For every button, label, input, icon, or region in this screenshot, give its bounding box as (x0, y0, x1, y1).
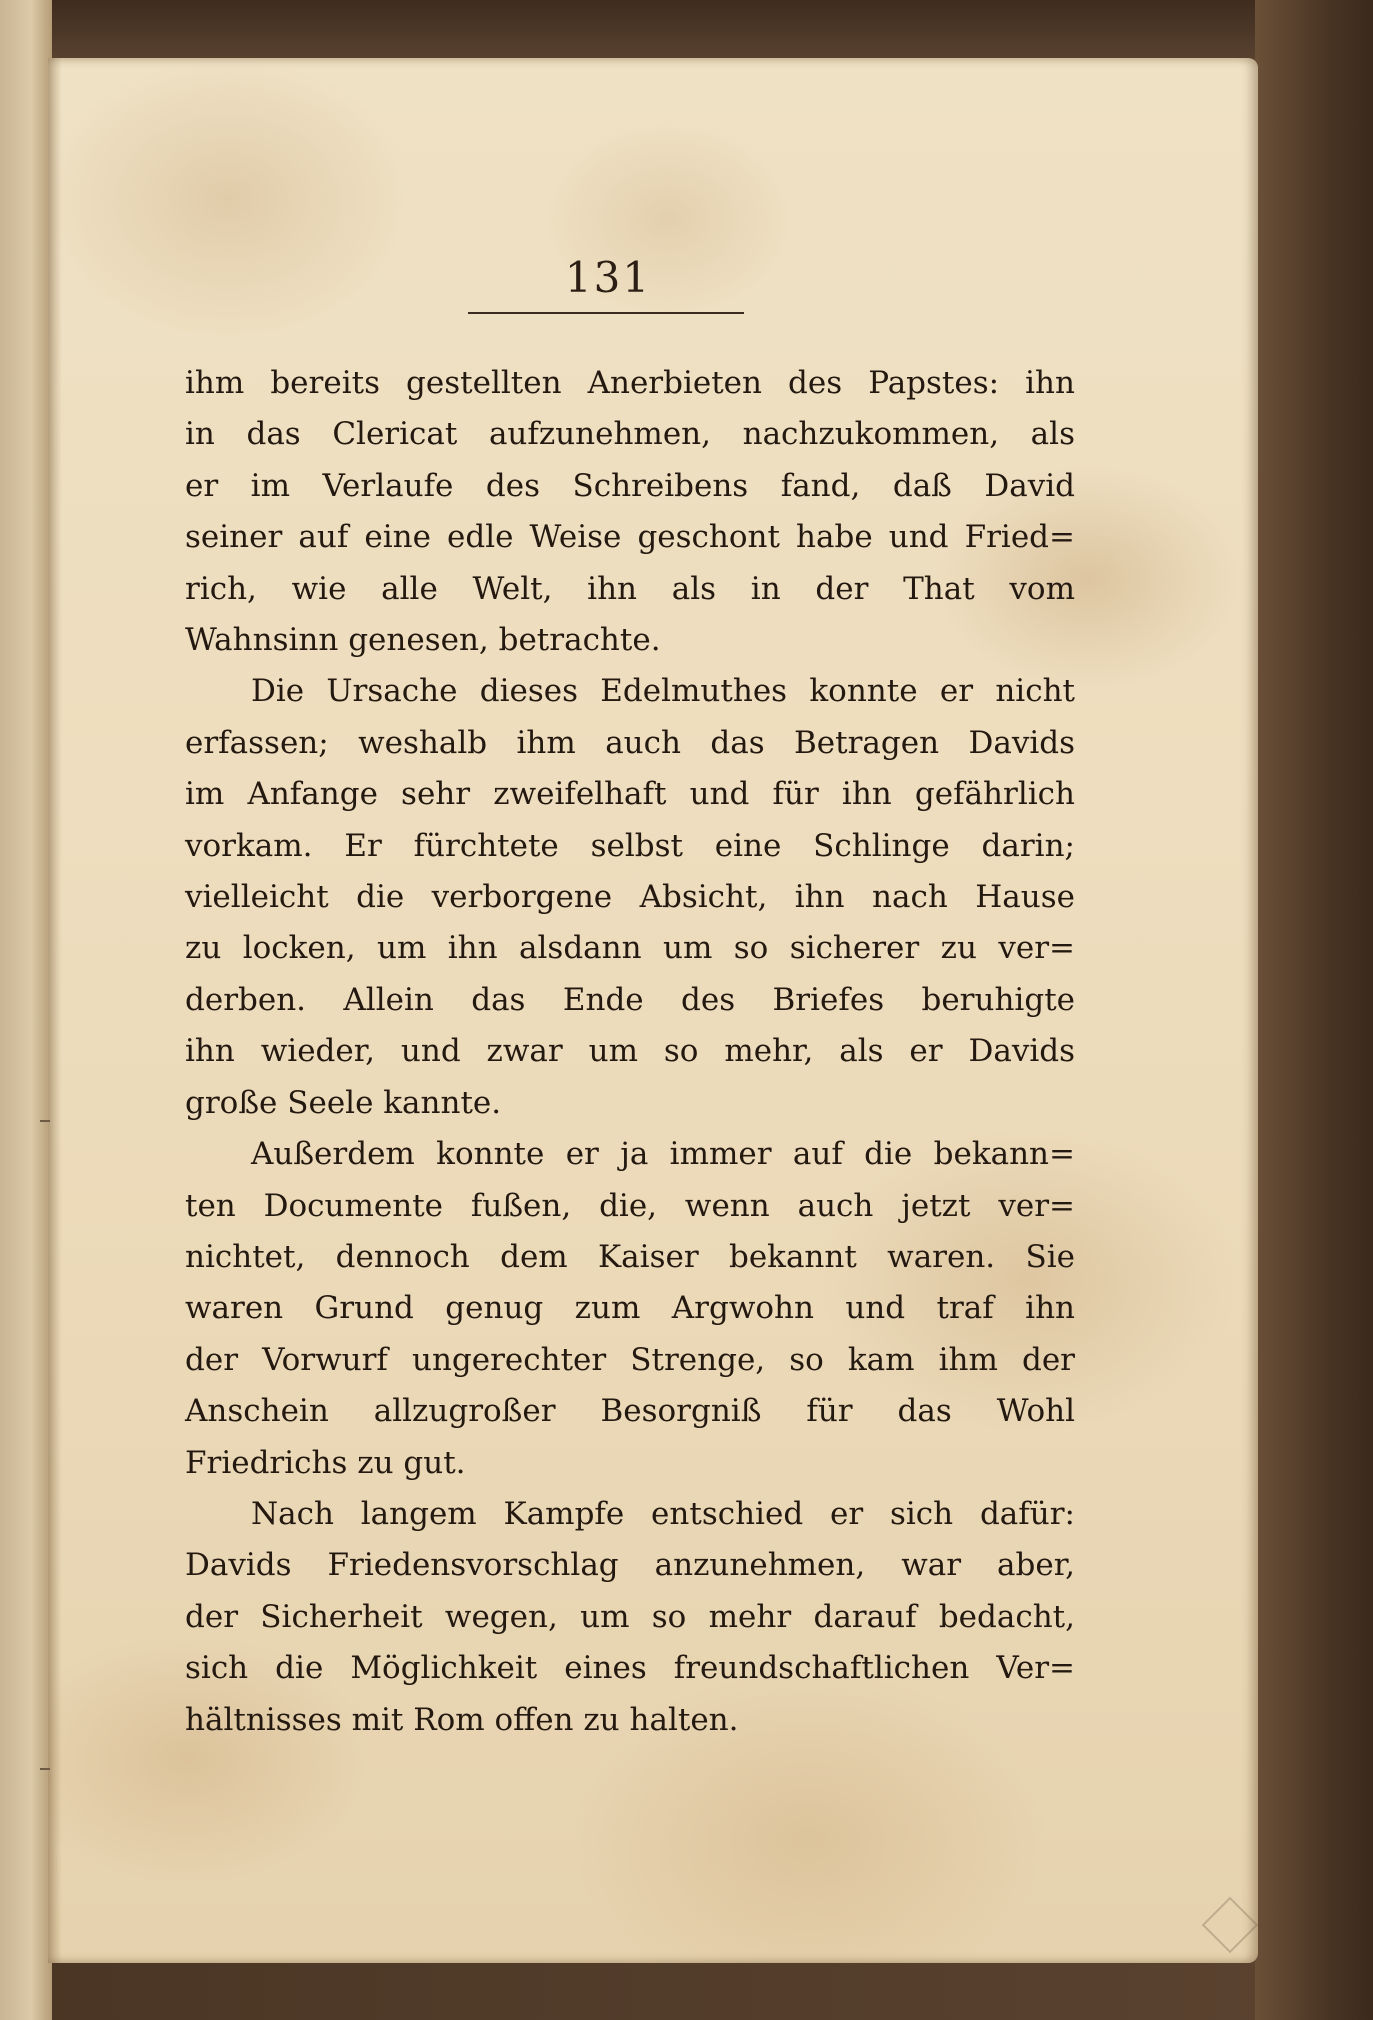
text-line: Die Ursache dieses Edelmuthes konnte er nicht (251, 673, 1075, 710)
page-sheet (48, 58, 1258, 1963)
page-gutter (48, 58, 62, 1963)
text-line: hältnisses mit Rom offen zu halten. (185, 1701, 739, 1738)
text-line: Außerdem konnte er ja immer auf die bekann= (251, 1136, 1075, 1173)
text-line: nichtet, dennoch dem Kaiser bekannt waren. Sie (185, 1238, 1075, 1275)
text-line: er im Verlaufe des Schreibens fand, daß David (185, 467, 1075, 504)
body-text (185, 358, 1075, 1746)
text-line: ten Documente fußen, die, wenn auch jetzt ver= (185, 1187, 1075, 1224)
margin-mark (40, 1768, 50, 1770)
text-line: große Seele kannte. (185, 1084, 502, 1121)
text-line: Wahnsinn genesen, betrachte. (185, 622, 661, 659)
text-line: ihn wieder, und zwar um so mehr, als er Davids (185, 1033, 1075, 1070)
text-line: in das Clericat aufzunehmen, nachzukommen, als (185, 416, 1075, 453)
paragraph (185, 1129, 1075, 1489)
text-line: vorkam. Er fürchtete selbst eine Schlinge darin; (185, 827, 1075, 864)
text-line: sich die Möglichkeit eines freundschaftlichen Ver= (185, 1650, 1075, 1687)
text-line: rich, wie alle Welt, ihn als in der That vom (185, 570, 1075, 607)
page-corner-fold (1202, 1897, 1259, 1954)
text-line: der Vorwurf ungerechter Strenge, so kam ihm der (185, 1341, 1075, 1378)
paragraph (185, 666, 1075, 1129)
text-line: der Sicherheit wegen, um so mehr darauf bedacht, (185, 1598, 1075, 1635)
text-line: Nach langem Kampfe entschied er sich dafür: (251, 1495, 1075, 1532)
text-line: erfassen; weshalb ihm auch das Betragen Davids (185, 724, 1075, 761)
text-line: Friedrichs zu gut. (185, 1444, 466, 1481)
text-line: zu locken, um ihn alsdann um so sicherer zu ver= (185, 930, 1075, 967)
book-cover-top (0, 0, 1373, 62)
paragraph (185, 358, 1075, 666)
text-line: Anschein allzugroßer Besorgniß für das Wohl (185, 1393, 1075, 1430)
text-line: vielleicht die verborgene Absicht, ihn nach Hause (185, 879, 1075, 916)
margin-mark (40, 1120, 50, 1122)
book-cover-edge (1255, 0, 1373, 2020)
text-line: derben. Allein das Ende des Briefes beruhigte (185, 981, 1075, 1018)
text-line: waren Grund genug zum Argwohn und traf ihn (185, 1290, 1075, 1327)
text-line: im Anfange sehr zweifelhaft und für ihn gefährlich (185, 776, 1075, 813)
header-rule (468, 312, 744, 314)
text-line: seiner auf eine edle Weise geschont habe und Fried= (185, 519, 1075, 556)
text-line: ihm bereits gestellten Anerbieten des Papstes: ihn (185, 365, 1075, 401)
previous-page-edge (0, 0, 52, 2020)
paragraph (185, 1489, 1075, 1746)
page-number: 131 (564, 253, 652, 302)
text-line: Davids Friedensvorschlag anzunehmen, war aber, (185, 1547, 1075, 1584)
